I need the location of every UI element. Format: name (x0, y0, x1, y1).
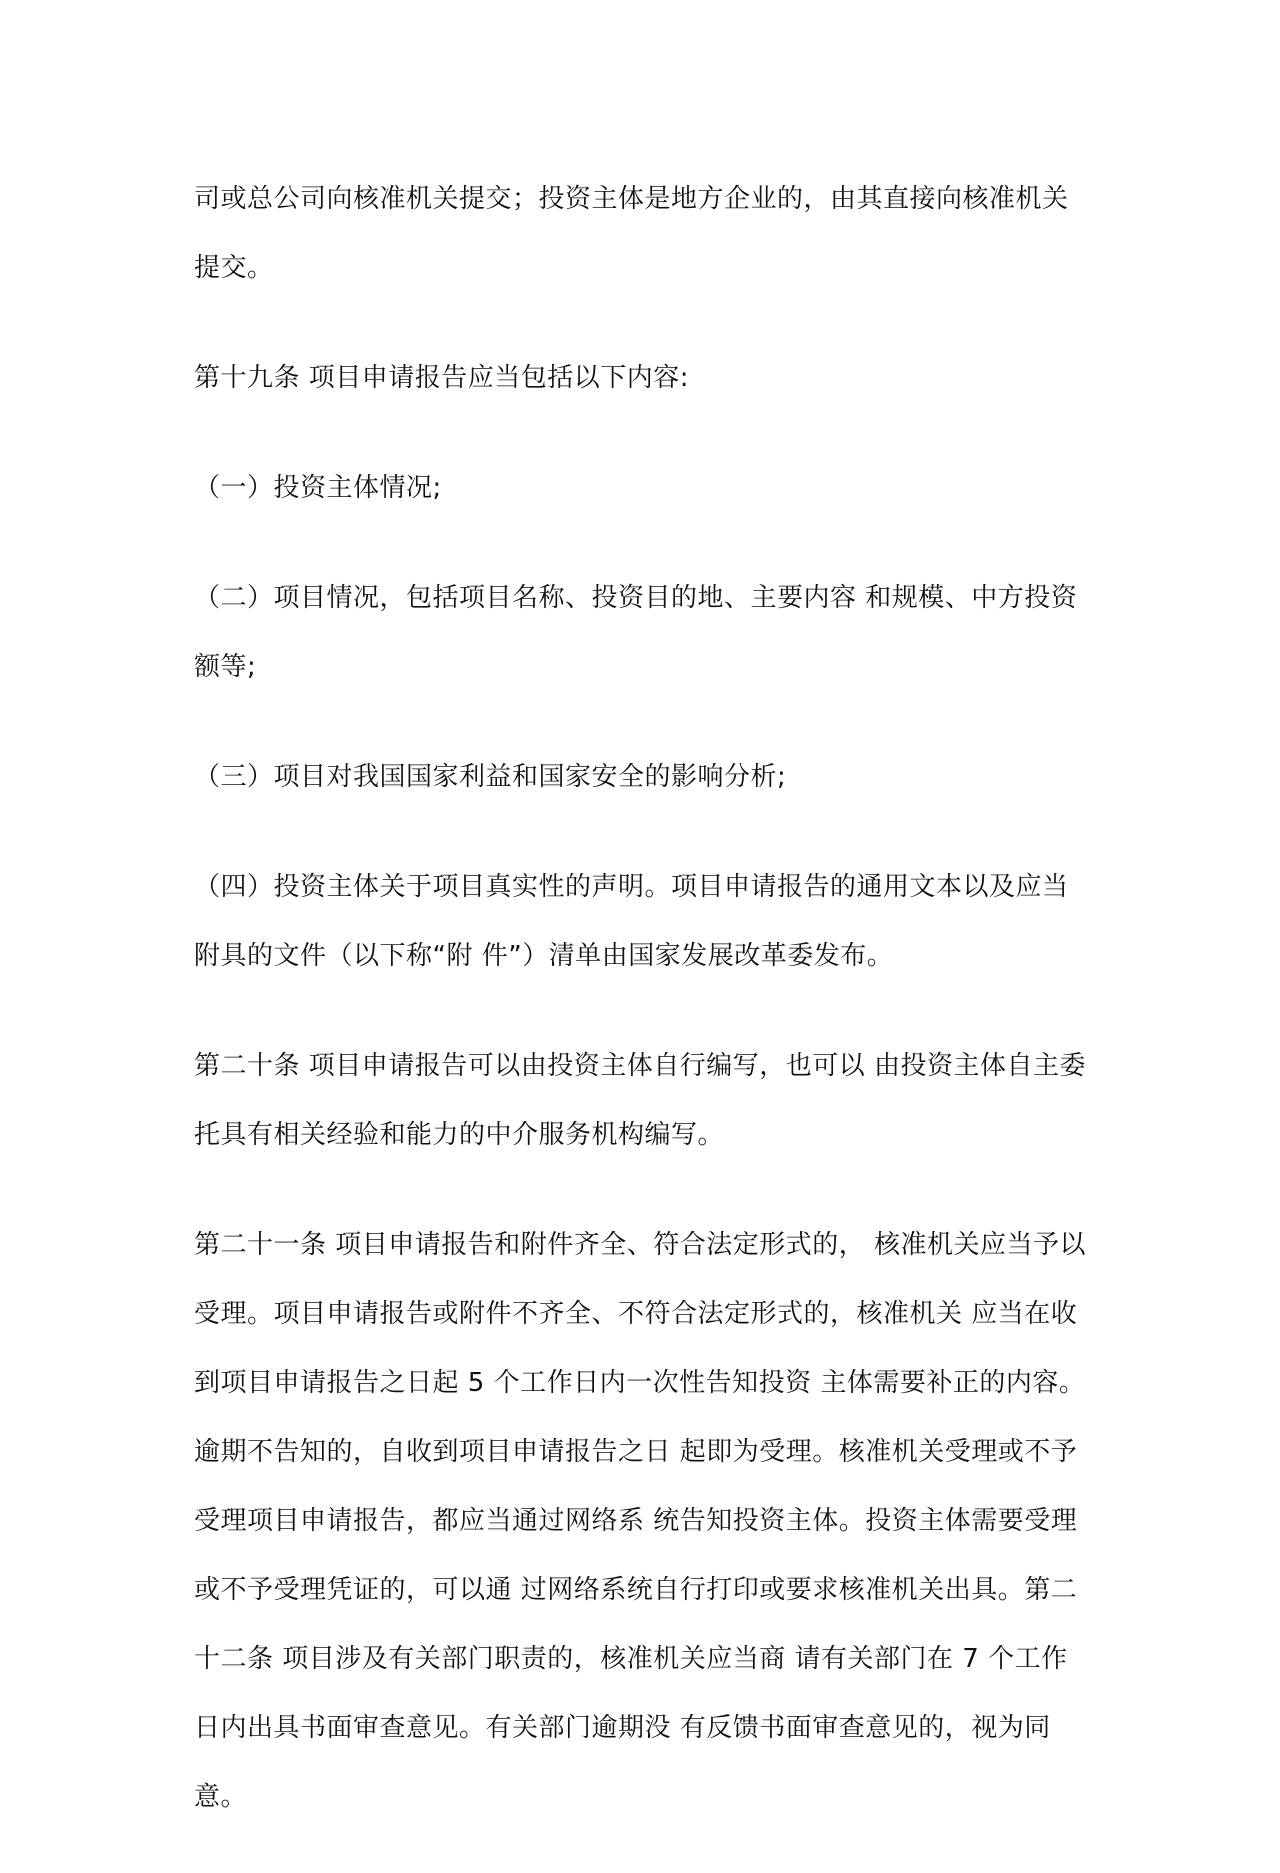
paragraph-item-1: （一）投资主体情况; (194, 473, 442, 503)
paragraph-item-2: （二）项目情况，包括项目名称、投资目的地、主要内容 和规模、中方投资额等; (194, 583, 1078, 682)
paragraph-item-3: （三）项目对我国国家利益和国家安全的影响分析; (194, 762, 787, 792)
paragraph-item-4: （四）投资主体关于项目真实性的声明。项目申请报告的通用文本以及应当附具的文件（以下称“附 件”）清单由国家发展改革委发布。 (194, 872, 1069, 971)
paragraph-submission-continued: 司或总公司向核准机关提交；投资主体是地方企业的，由其直接向核准机关提交。 (194, 184, 1069, 283)
paragraph-article-21-22: 第二十一条 项目申请报告和附件齐全、符合法定形式的， 核准机关应当予以受理。项目申请报告或附件不齐全、不符合法定形式的，核准机关 应当在收到项目申请报告之日起 5 个工作日内一次性告知投资 主体需要补正的内容。逾期不告知的，自收到项目申请报告之日 起即为受理。核准机关受理或不予受理项目申请报告，都应当通过网络系 统告知投资主体。投资主体需要受理或不予受理凭证的，可以通 过网络系统自行打印或要求核准机关出具。第二十二条 项目涉及有关部门职责的，核准机关应当商 请有关部门在 7 个工作日内出具书面审查意见。有关部门逾期没 有反馈书面审查意见的，视为同意。 (194, 1230, 1087, 1812)
paragraph-article-19: 第十九条 项目申请报告应当包括以下内容: (194, 363, 690, 393)
paragraph-article-20: 第二十条 项目申请报告可以由投资主体自行编写，也可以 由投资主体自主委托具有相关经验和能力的中介服务机构编写。 (194, 1051, 1087, 1150)
document-body (194, 165, 1094, 1873)
